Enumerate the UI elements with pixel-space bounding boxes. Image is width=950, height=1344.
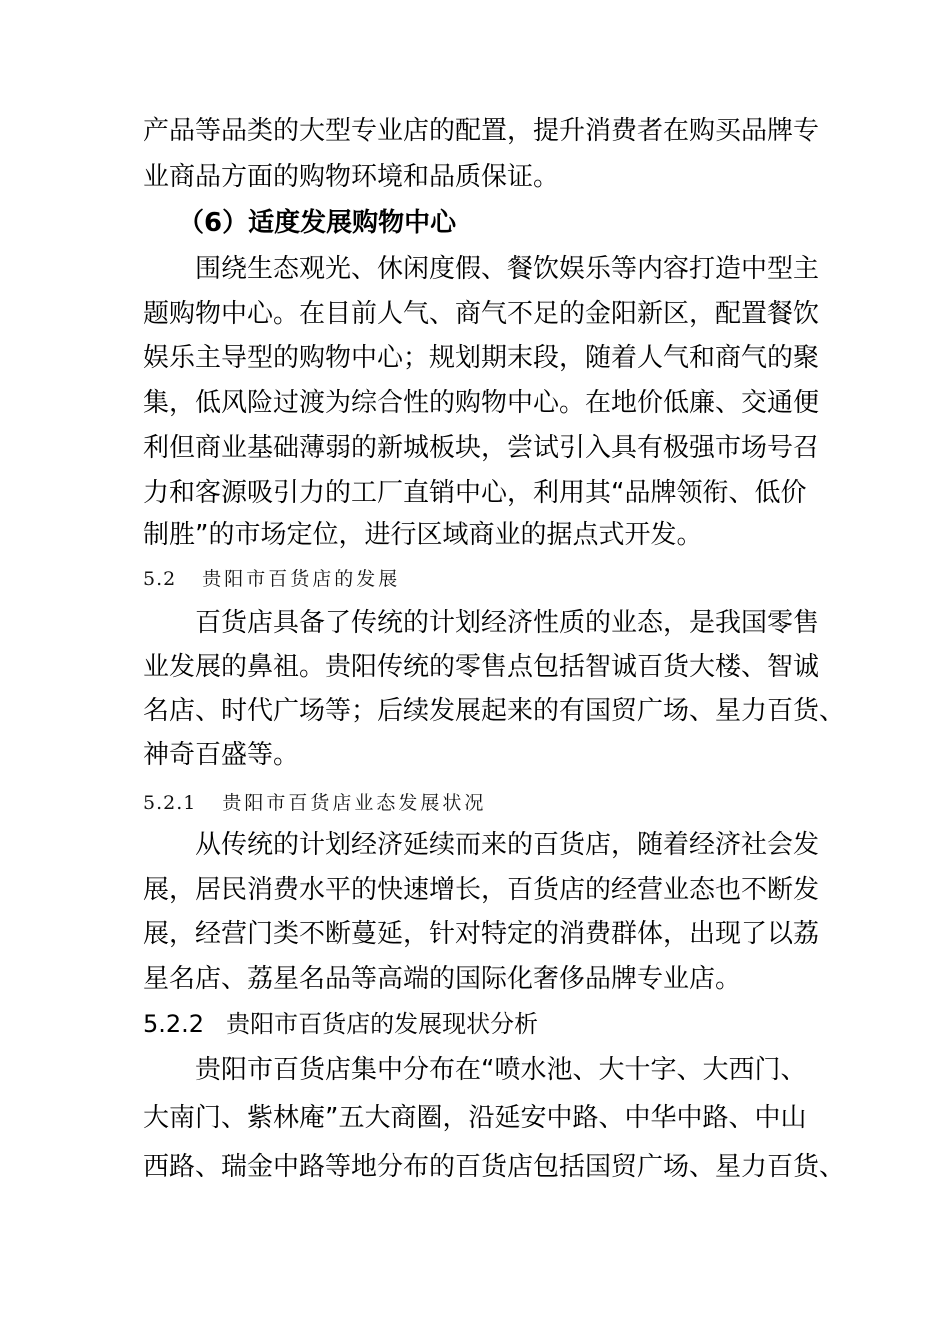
section-heading-5-2-2 bbox=[143, 1008, 538, 1040]
paragraph-line: 围绕生态观光、休闲度假、餐饮娱乐等内容打造中型主 bbox=[195, 254, 820, 284]
paragraph-line: 星名店、荔星名品等高端的国际化奢侈品牌专业店。 bbox=[143, 964, 742, 994]
section-heading-5-2 bbox=[143, 565, 400, 593]
paragraph-line: 展，居民消费水平的快速增长，百货店的经营业态也不断发 bbox=[143, 875, 820, 905]
paragraph-line: 力和客源吸引力的工厂直销中心，利用其“品牌领衔、低价 bbox=[143, 478, 807, 508]
paragraph-line: 西路、瑞金中路等地分布的百货店包括国贸广场、星力百货、 bbox=[143, 1152, 846, 1182]
section-heading-5-2-1 bbox=[143, 789, 486, 817]
paragraph-line: 名店、时代广场等；后续发展起来的有国贸广场、星力百货、 bbox=[143, 696, 846, 726]
paragraph-line: 利但商业基础薄弱的新城板块，尝试引入具有极强市场号召 bbox=[143, 433, 820, 463]
section-number: 5.2 bbox=[143, 568, 177, 590]
paragraph-line: 大南门、紫林庵”五大商圈，沿延安中路、中华中路、中山 bbox=[143, 1103, 807, 1133]
section-title: 贵阳市百货店的发展 bbox=[202, 568, 401, 590]
section-title: 贵阳市百货店的发展现状分析 bbox=[226, 1010, 539, 1038]
paragraph-line: 展，经营门类不断蔓延，针对特定的消费群体，出现了以荔 bbox=[143, 919, 820, 949]
paragraph-line: 产品等品类的大型专业店的配置，提升消费者在购买品牌专 bbox=[143, 116, 820, 146]
section-number: 5.2.1 bbox=[143, 792, 197, 814]
subsection-heading: （6）适度发展购物中心 bbox=[178, 208, 457, 238]
paragraph-line: 娱乐主导型的购物中心；规划期末段，随着人气和商气的聚 bbox=[143, 343, 820, 373]
paragraph-line: 贵阳市百货店集中分布在“喷水池、大十字、大西门、 bbox=[195, 1055, 807, 1085]
paragraph-line: 集，低风险过渡为综合性的购物中心。在地价低廉、交通便 bbox=[143, 388, 820, 418]
section-title: 贵阳市百货店业态发展状况 bbox=[222, 792, 487, 814]
paragraph-line: 业商品方面的购物环境和品质保证。 bbox=[143, 162, 560, 192]
paragraph-line: 业发展的鼻祖。贵阳传统的零售点包括智诚百货大楼、智诚 bbox=[143, 652, 820, 682]
paragraph-line: 从传统的计划经济延续而来的百货店，随着经济社会发 bbox=[195, 830, 820, 860]
paragraph-line: 神奇百盛等。 bbox=[143, 740, 300, 770]
paragraph-line: 题购物中心。在目前人气、商气不足的金阳新区，配置餐饮 bbox=[143, 299, 820, 329]
section-number: 5.2.2 bbox=[143, 1010, 205, 1038]
paragraph-line: 百货店具备了传统的计划经济性质的业态，是我国零售 bbox=[195, 608, 820, 638]
paragraph-line: 制胜”的市场定位，进行区域商业的据点式开发。 bbox=[143, 520, 703, 550]
